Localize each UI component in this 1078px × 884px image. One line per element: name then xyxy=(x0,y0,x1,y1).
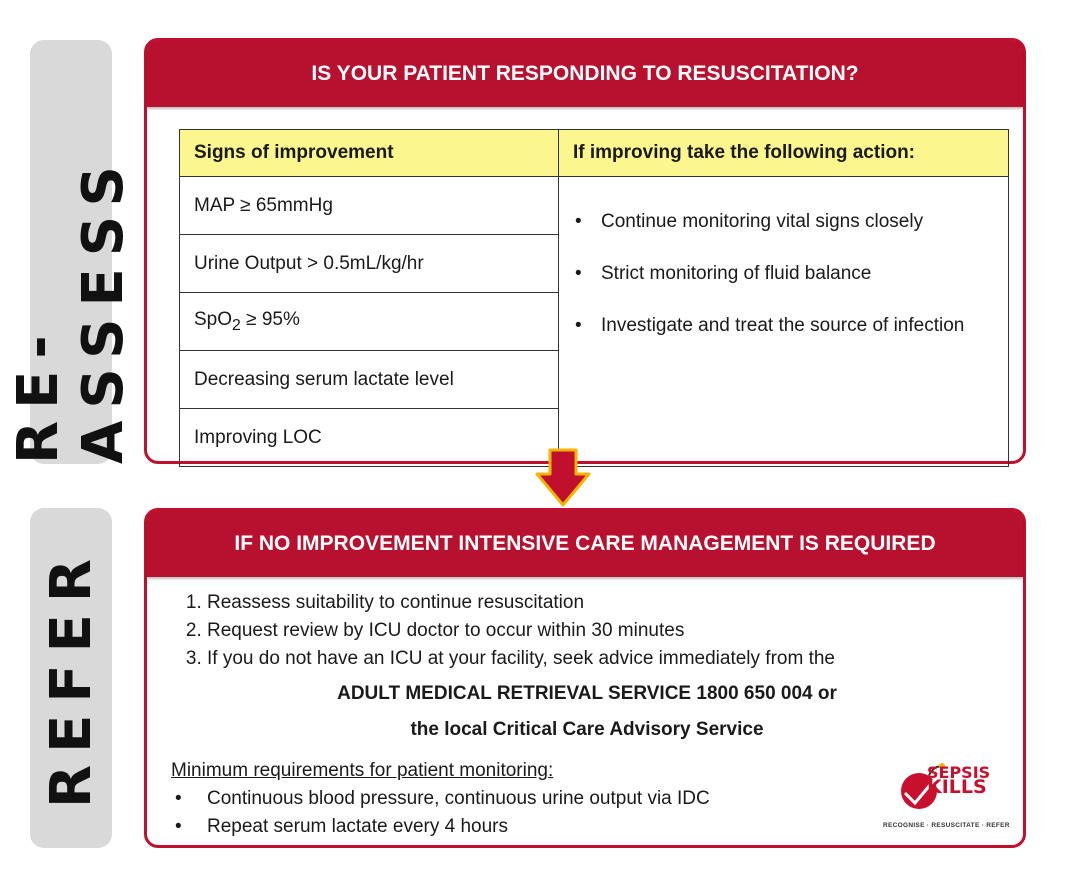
list-item: 1. Reassess suitability to continue resuscitation xyxy=(207,589,1003,617)
min-requirements-heading xyxy=(171,759,1003,783)
action-item: • Continue monitoring vital signs closely xyxy=(601,207,994,237)
action-item: • Strict monitoring of fluid balance xyxy=(601,259,994,289)
sign-loc: Improving LOC xyxy=(180,409,559,467)
refer-tab-label: REFER xyxy=(38,547,104,809)
list-item: • Repeat serum lactate every 4 hours xyxy=(207,813,1003,841)
reassess-panel xyxy=(144,38,1026,464)
action-column-header: If improving take the following action: xyxy=(559,130,1009,177)
logo-line2: KILLS xyxy=(927,776,987,798)
advisory-service-line: the local Critical Care Advisory Service xyxy=(410,719,764,740)
spo2-subscript: 2 xyxy=(232,316,241,334)
logo-line1: SEPSIS xyxy=(927,763,991,782)
table-header-row xyxy=(180,130,1009,177)
refer-panel xyxy=(144,508,1026,848)
down-arrow-icon xyxy=(534,448,592,508)
actions-list xyxy=(573,207,994,341)
refer-header: IF NO IMPROVEMENT INTENSIVE CARE MANAGEMENT IS REQUIRED xyxy=(147,511,1023,577)
list-item: 2. Request review by ICU doctor to occur within 30 minutes xyxy=(207,617,1003,645)
signs-column-header: Signs of improvement xyxy=(180,130,559,177)
logo-tagline: RECOGNISE · RESUSCITATE · REFER xyxy=(883,822,1010,829)
refer-body xyxy=(171,589,1003,841)
retrieval-service-line: ADULT MEDICAL RETRIEVAL SERVICE 1800 650 004 or xyxy=(337,683,837,704)
sepsis-kills-logo xyxy=(883,753,1010,829)
sign-urine-output: Urine Output > 0.5mL/kg/hr xyxy=(180,235,559,293)
sign-spo2 xyxy=(180,293,559,351)
spo2-value: ≥ 95% xyxy=(240,308,300,330)
min-requirements-colon: : xyxy=(548,760,554,781)
table-row xyxy=(180,177,1009,235)
reassess-tab-label: RE-ASSESS xyxy=(6,154,136,464)
min-requirements-list xyxy=(171,785,1003,841)
actions-cell xyxy=(559,177,1009,467)
refer-steps xyxy=(171,589,1003,673)
min-requirements-label: Minimum requirements for patient monitoring xyxy=(171,760,548,781)
refer-side-tab xyxy=(30,508,112,848)
list-item: 3. If you do not have an ICU at your facility, seek advice immediately from the xyxy=(207,645,1003,673)
signs-table xyxy=(179,129,1009,467)
list-item: • Continuous blood pressure, continuous urine output via IDC xyxy=(207,785,1003,813)
reassess-header: IS YOUR PATIENT RESPONDING TO RESUSCITATION? xyxy=(147,41,1023,107)
sign-map: MAP ≥ 65mmHg xyxy=(180,177,559,235)
sign-lactate: Decreasing serum lactate level xyxy=(180,351,559,409)
spo2-label: SpO xyxy=(194,308,233,330)
logo-wordmark xyxy=(927,763,991,798)
action-item: • Investigate and treat the source of infection xyxy=(601,311,994,341)
reassess-side-tab xyxy=(6,40,136,464)
